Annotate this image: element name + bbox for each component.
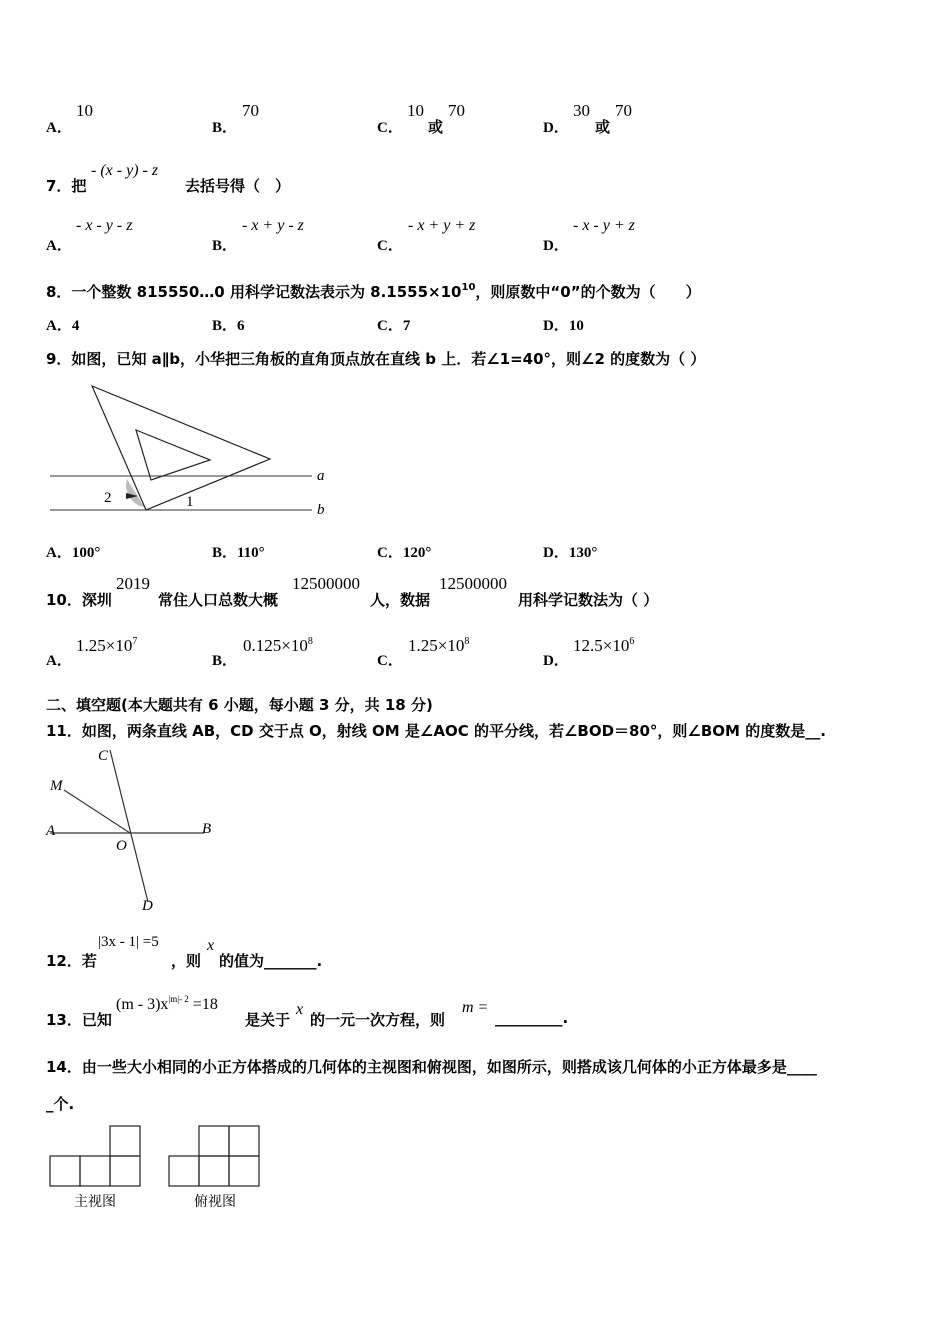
q7-option-b-value: - x + y - z [242, 217, 304, 234]
q13-m: m = [462, 999, 489, 1016]
q7-expression: - (x - y) - z [91, 162, 159, 179]
q7-option-b-label: B． [212, 238, 238, 254]
q14-line1: 14．由一些大小相同的小正方体搭成的几何体的主视图和俯视图，如图所示，则搭成该几何体的小正方体最多是____ [46, 1058, 817, 1076]
q13-text2: 的一元一次方程，则 [310, 1011, 446, 1029]
q6-option-b-value: 70 [242, 101, 259, 120]
q7-option-c-value: - x + y + z [408, 217, 476, 234]
q12-var: x [207, 937, 215, 954]
triangle-inner [136, 430, 210, 480]
label-a: a [317, 468, 325, 484]
q10-year: 2019 [116, 574, 150, 593]
label-1: 1 [186, 494, 194, 510]
q11-lines-figure [44, 744, 224, 916]
q9-option-a: A．100° [46, 545, 101, 561]
q9-triangle-figure [46, 380, 346, 520]
q6-option-d-value1: 30 [573, 101, 590, 120]
top-view-label: 俯视图 [194, 1194, 236, 1210]
q6-option-c-value2: 70 [448, 101, 465, 120]
q6-option-d-label: D． [543, 120, 569, 136]
top-view [169, 1126, 259, 1186]
q10-value1: 12500000 [292, 574, 360, 593]
front-view [50, 1126, 140, 1186]
q7-option-d-label: D． [543, 238, 569, 254]
label-o: O [116, 838, 127, 854]
q13-expression: $(m - 3)x^{|m|- 2} =18$ [116, 994, 218, 1013]
q10-option-d-label: D． [543, 653, 569, 669]
label-b: b [317, 502, 325, 518]
q13-tail: _________. [495, 1009, 569, 1027]
q6-option-c-or: 或 [428, 120, 444, 136]
q9-question: 9．如图，已知 a∥b，小华把三角板的直角顶点放在直线 b 上．若∠1=40°，则∠2 的度数为（ ） [46, 350, 706, 368]
q12-number: 12．若 [46, 952, 97, 970]
q6-option-d-or: 或 [595, 120, 611, 136]
q10-option-c-value: $1.25\times 10^8$ [408, 636, 470, 655]
q13-text1: 是关于 [245, 1011, 291, 1029]
q8-option-c: C．7 [377, 318, 411, 334]
q8-option-d: D．10 [543, 318, 584, 334]
line-cd [110, 750, 148, 902]
q6-option-c-value1: 10 [407, 101, 424, 120]
label-a: A [46, 823, 56, 839]
q10-option-b-label: B． [212, 653, 238, 669]
q9-option-d: D．130° [543, 545, 598, 561]
label-2: 2 [104, 490, 112, 506]
q14-views-figure [48, 1124, 268, 1214]
q10-option-b-value: $0.125\times 10^8$ [243, 636, 313, 655]
label-d: D [142, 898, 153, 914]
q9-option-b: B．110° [212, 545, 265, 561]
label-c: C [98, 748, 109, 764]
q7-option-a-label: A． [46, 238, 72, 254]
q6-option-b-label: B． [212, 120, 238, 136]
q8-option-b: B．6 [212, 318, 245, 334]
q10-number: 10．深圳 [46, 591, 112, 609]
q6-option-d-value2: 70 [615, 101, 632, 120]
front-view-label: 主视图 [74, 1194, 116, 1210]
q6-option-c-label: C． [377, 120, 403, 136]
q10-value2: 12500000 [439, 574, 507, 593]
q10-text2: 人，数据 [370, 591, 431, 609]
q13-var: x [296, 1001, 304, 1018]
label-b: B [202, 821, 212, 837]
q13-number: 13．已知 [46, 1011, 112, 1029]
q10-text1: 常住人口总数大概 [158, 591, 279, 609]
q10-option-a-label: A． [46, 653, 72, 669]
q10-text3: 用科学记数法为（ ） [518, 591, 659, 609]
q12-mid: ，则 [171, 952, 202, 970]
q6-option-a-value: 10 [76, 101, 93, 120]
q7-option-a-value: - x - y - z [76, 217, 133, 234]
q12-tail: 的值为_______. [219, 952, 323, 970]
q7-option-d-value: - x - y + z [573, 217, 635, 234]
label-m: M [50, 778, 63, 794]
q7-option-c-label: C． [377, 238, 403, 254]
q7-tail: 去括号得（ ） [185, 177, 291, 195]
q6-option-a-label: A． [46, 120, 72, 136]
ray-om [64, 790, 130, 833]
q10-option-a-value: $1.25\times 10^7$ [76, 636, 138, 655]
q9-option-c: C．120° [377, 545, 432, 561]
q10-option-c-label: C． [377, 653, 403, 669]
q10-option-d-value: $12.5\times 10^6$ [573, 636, 635, 655]
q8-option-a: A．4 [46, 318, 80, 334]
q14-line2: _个. [46, 1095, 75, 1113]
section-2-title: 二、填空题(本大题共有 6 小题，每小题 3 分，共 18 分) [46, 696, 433, 714]
q8-question: 8．一个整数 815550…0 用科学记数法表示为 $8.1555\times 10^{10}$，则原数中“0”的个数为（ ） [46, 282, 701, 301]
q11-question: 11．如图，两条直线 AB，CD 交于点 O，射线 OM 是∠AOC 的平分线，若∠BOD＝80°，则∠BOM 的度数是__. [46, 722, 826, 740]
q7-number: 7．把 [46, 177, 87, 195]
q12-expression: |3x - 1| =5 [98, 934, 159, 950]
